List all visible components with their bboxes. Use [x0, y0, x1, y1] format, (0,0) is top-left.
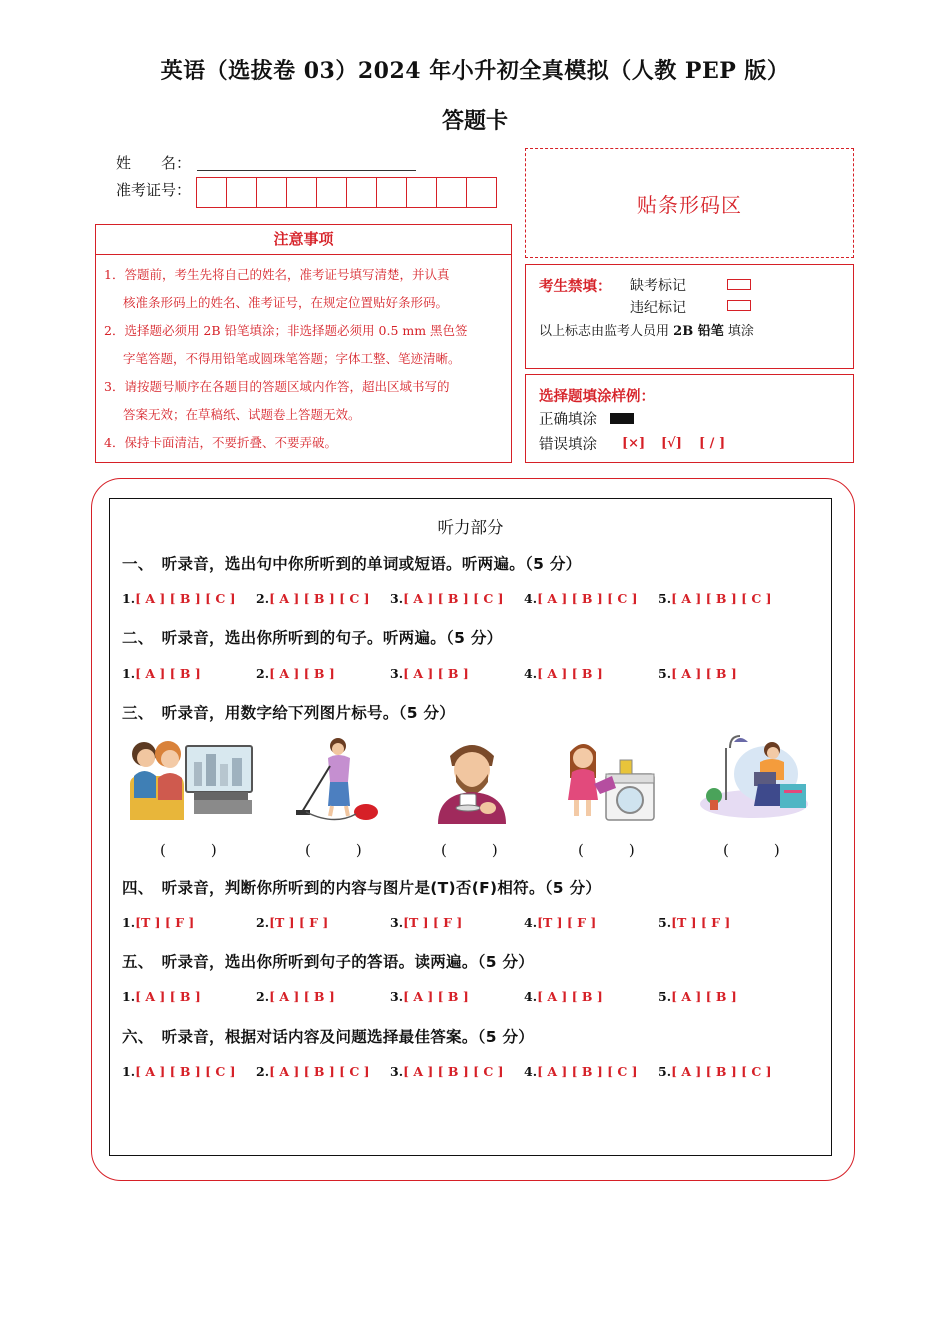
- answer-row-item[interactable]: 5.[T ] [ F ]: [658, 915, 731, 930]
- id-digit-box[interactable]: [377, 178, 407, 207]
- forbid-note-bold: 2B 铅笔: [673, 324, 724, 339]
- answer-row-item[interactable]: 5.[ A ] [ B ] [ C ]: [658, 591, 772, 606]
- answer-row-item[interactable]: 1.[T ] [ F ]: [122, 915, 195, 930]
- section-5-heading: 五、 听录音，选出你所听到句子的答语。读两遍。（5 分）: [122, 953, 535, 971]
- section-2-heading: 二、 听录音，选出你所听到的句子。听两遍。（5 分）: [122, 629, 503, 647]
- picture-3-blank[interactable]: ( ): [441, 841, 498, 859]
- absent-mark-box[interactable]: [727, 279, 751, 290]
- id-digit-box[interactable]: [287, 178, 317, 207]
- answer-row-item[interactable]: 1.[ A ] [ B ] [ C ]: [122, 1064, 236, 1079]
- answer-row-item[interactable]: 5.[ A ] [ B ]: [658, 666, 737, 681]
- answer-row-item[interactable]: 1.[ A ] [ B ]: [122, 989, 201, 1004]
- id-digit-box[interactable]: [437, 178, 467, 207]
- picture-watching-tv: [124, 736, 254, 822]
- answer-row-item[interactable]: 4.[T ] [ F ]: [524, 915, 597, 930]
- wrong-sample-check: [√]: [661, 436, 682, 451]
- page-title: 英语（选拔卷 03）2024 年小升初全真模拟（人教 PEP 版）: [160, 58, 790, 84]
- notice-line: 字笔答题，不得用铅笔或圆珠笔答题；字体工整、笔迹清晰。: [123, 351, 461, 366]
- forbid-note-suffix: 填涂: [727, 324, 754, 339]
- correct-label: 正确填涂: [539, 412, 597, 428]
- answer-row-item[interactable]: 5.[ A ] [ B ]: [658, 989, 737, 1004]
- picture-1-blank[interactable]: ( ): [160, 841, 217, 859]
- id-digit-box[interactable]: [467, 178, 496, 207]
- picture-vacuuming: [294, 736, 384, 822]
- forbid-note: [539, 320, 754, 339]
- section-1-heading: 一、 听录音，选出句中你所听到的单词或短语。听两遍。（5 分）: [122, 555, 582, 573]
- notice-line: 2．选择题必须用 2B 铅笔填涂；非选择题必须用 0.5 mm 黑色签: [104, 323, 468, 338]
- notice-line: 核准条形码上的姓名、准考证号，在规定位置贴好条形码。: [123, 295, 449, 310]
- picture-reading-laptop: [696, 734, 812, 820]
- forbid-note-prefix: 以上标志由监考人员用: [539, 324, 670, 339]
- listening-title: 听力部分: [437, 518, 504, 537]
- id-label: 准考证号：: [116, 181, 192, 199]
- barcode-area: [525, 148, 854, 258]
- id-digit-box[interactable]: [347, 178, 377, 207]
- section-6-heading: 六、 听录音，根据对话内容及问题选择最佳答案。（5 分）: [122, 1028, 535, 1046]
- id-number-boxes[interactable]: [196, 177, 497, 208]
- section-4-heading: 四、 听录音，判断你所听到的内容与图片是(T)否(F)相符。（5 分）: [122, 879, 602, 897]
- wrong-sample-x: [×]: [622, 436, 646, 451]
- notice-line: 4．保持卡面清洁，不要折叠、不要弄破。: [104, 435, 337, 450]
- answer-row-item[interactable]: 4.[ A ] [ B ] [ C ]: [524, 1064, 638, 1079]
- name-label: 姓 名：: [116, 154, 192, 172]
- answer-row-item[interactable]: 4.[ A ] [ B ]: [524, 989, 603, 1004]
- notice-line: 3．请按题号顺序在各题目的答题区域内作答，超出区域书写的: [104, 379, 450, 394]
- picture-5-blank[interactable]: ( ): [723, 841, 780, 859]
- sample-heading: 选择题填涂样例：: [539, 389, 655, 405]
- barcode-label: 贴条形码区: [637, 193, 742, 217]
- answer-row-item[interactable]: 3.[ A ] [ B ] [ C ]: [390, 1064, 504, 1079]
- id-digit-box[interactable]: [257, 178, 287, 207]
- picture-washing-clothes: [560, 738, 660, 822]
- id-digit-box[interactable]: [227, 178, 257, 207]
- answer-row-item[interactable]: 1.[ A ] [ B ] [ C ]: [122, 591, 236, 606]
- violation-mark-box[interactable]: [727, 300, 751, 311]
- absent-label: 缺考标记: [630, 278, 686, 294]
- answer-row-item[interactable]: 3.[T ] [ F ]: [390, 915, 463, 930]
- notice-line: 1．答题前，考生先将自己的姓名，准考证号填写清楚，并认真: [104, 267, 450, 282]
- answer-row-item[interactable]: 4.[ A ] [ B ]: [524, 666, 603, 681]
- violation-label: 违纪标记: [630, 300, 686, 316]
- notice-line: 答案无效；在草稿纸、试题卷上答题无效。: [123, 407, 361, 422]
- answer-row-item[interactable]: 3.[ A ] [ B ]: [390, 989, 469, 1004]
- id-digit-box[interactable]: [197, 178, 227, 207]
- section-3-heading: 三、 听录音，用数字给下列图片标号。（5 分）: [122, 704, 456, 722]
- picture-4-blank[interactable]: ( ): [578, 841, 635, 859]
- forbid-heading: 考生禁填：: [539, 279, 612, 295]
- answer-row-item[interactable]: 3.[ A ] [ B ] [ C ]: [390, 591, 504, 606]
- id-digit-box[interactable]: [407, 178, 437, 207]
- picture-2-blank[interactable]: ( ): [305, 841, 362, 859]
- correct-fill-sample: [610, 413, 634, 424]
- notice-heading: 注意事项: [96, 225, 511, 255]
- answer-row-item[interactable]: 3.[ A ] [ B ]: [390, 666, 469, 681]
- notice-box: [95, 224, 512, 463]
- answer-row-item[interactable]: 2.[ A ] [ B ]: [256, 666, 335, 681]
- fill-sample-area: [525, 374, 854, 463]
- answer-row-item[interactable]: 2.[T ] [ F ]: [256, 915, 329, 930]
- id-digit-box[interactable]: [317, 178, 347, 207]
- answer-row-item[interactable]: 2.[ A ] [ B ] [ C ]: [256, 1064, 370, 1079]
- notice-list: [96, 255, 511, 457]
- name-field[interactable]: [197, 170, 416, 171]
- wrong-sample-slash: [ / ]: [699, 436, 726, 451]
- picture-drinking-coffee: [432, 736, 512, 824]
- examinee-forbidden-area: [525, 264, 854, 369]
- answer-row-item[interactable]: 2.[ A ] [ B ]: [256, 989, 335, 1004]
- answer-row-item[interactable]: 1.[ A ] [ B ]: [122, 666, 201, 681]
- page-subtitle: 答题卡: [441, 108, 508, 134]
- wrong-label: 错误填涂: [539, 437, 597, 453]
- answer-row-item[interactable]: 2.[ A ] [ B ] [ C ]: [256, 591, 370, 606]
- answer-row-item[interactable]: 4.[ A ] [ B ] [ C ]: [524, 591, 638, 606]
- answer-row-item[interactable]: 5.[ A ] [ B ] [ C ]: [658, 1064, 772, 1079]
